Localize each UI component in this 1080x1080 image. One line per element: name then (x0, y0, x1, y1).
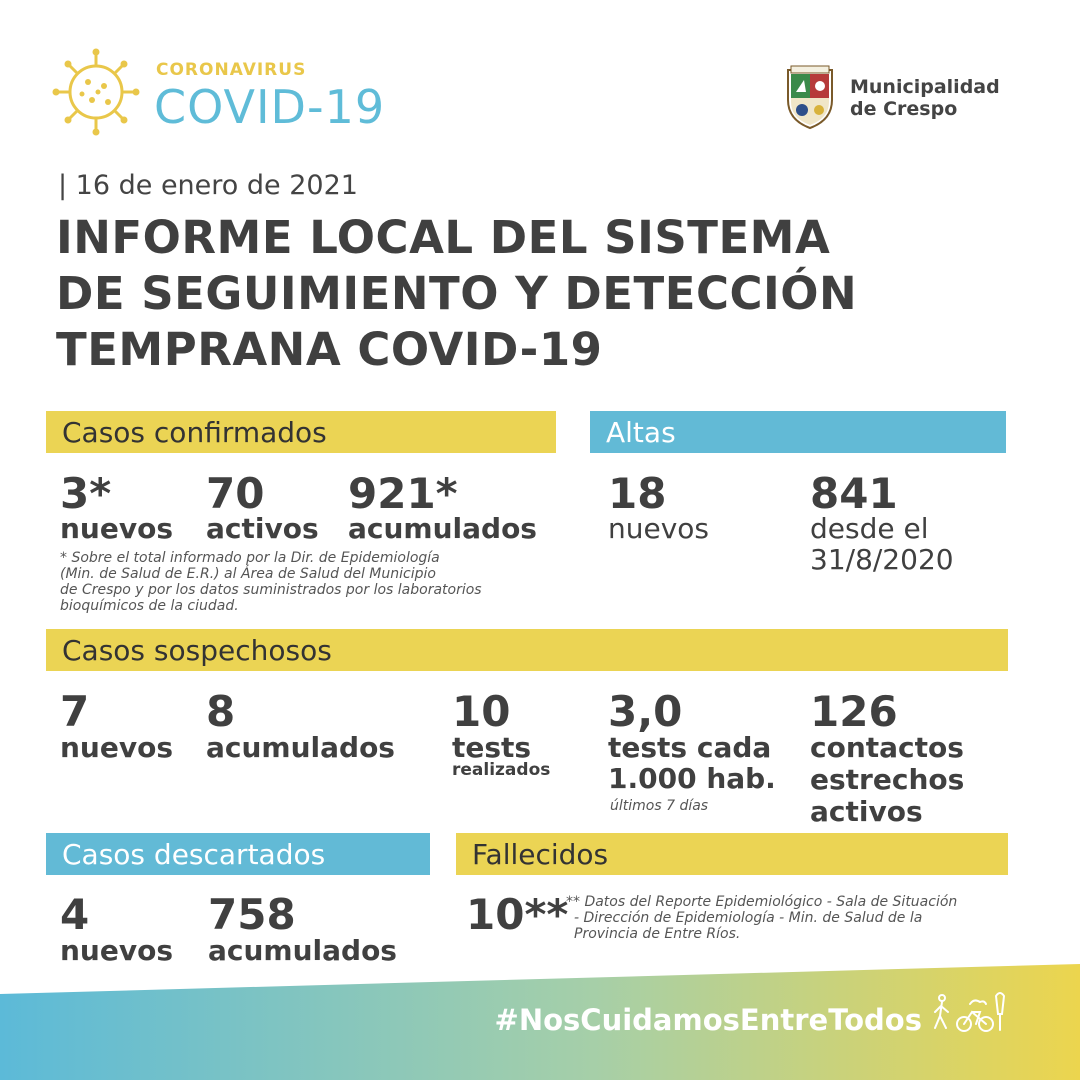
confirmados-note-line: bioquímicos de la ciudad. (60, 598, 239, 614)
confirmados-note-line: de Crespo y por los datos suministrados por los laboratorios (60, 582, 482, 598)
fallecidos-heading: Fallecidos (456, 833, 1008, 875)
fallecidos-note (566, 894, 957, 942)
sospechosos-nuevos-label: nuevos (60, 731, 174, 764)
tests-ratio-label-1: tests cada (608, 731, 772, 764)
descartados-acumulados-value: 758 (208, 890, 296, 939)
page-title (56, 210, 857, 378)
fallecidos-value: 10** (466, 890, 569, 939)
tests-ratio-sub: últimos 7 días (610, 798, 709, 814)
descartados-heading: Casos descartados (46, 833, 430, 875)
fallecidos-note-line: Provincia de Entre Ríos. (574, 926, 741, 942)
municipal-shield-logo (782, 62, 838, 132)
municipality-line1: Municipalidad (850, 76, 1000, 98)
confirmados-nuevos-value: 3* (60, 469, 112, 518)
contactos-value: 126 (810, 687, 898, 736)
altas-nuevos-value: 18 (608, 469, 667, 518)
sospechosos-acumulados-value: 8 (206, 687, 236, 736)
sospechosos-acumulados-label: acumulados (206, 731, 395, 764)
contactos-label-2: estrechos (810, 763, 965, 796)
descartados-nuevos-label: nuevos (60, 934, 174, 967)
title-line-3: TEMPRANA COVID-19 (56, 323, 603, 376)
tests-ratio-label-2: 1.000 hab. (608, 762, 776, 795)
descartados-acumulados-label: acumulados (208, 934, 397, 967)
confirmados-note-line: * Sobre el total informado por la Dir. de Epidemiología (60, 550, 440, 566)
tests-ratio-value: 3,0 (608, 687, 683, 736)
title-line-1: INFORME LOCAL DEL SISTEMA (56, 211, 831, 264)
confirmados-activos-label: activos (206, 512, 319, 545)
tests-label: tests (452, 731, 532, 764)
sospechosos-nuevos-value: 7 (60, 687, 90, 736)
altas-heading: Altas (590, 411, 1006, 453)
confirmados-activos-value: 70 (206, 469, 265, 518)
footer-hashtag: #NosCuidamosEntreTodos (494, 1003, 922, 1037)
coronavirus-label: CORONAVIRUS (156, 60, 307, 80)
altas-nuevos-label: nuevos (608, 512, 710, 545)
fallecidos-note-line: - Dirección de Epidemiología - Min. de Salud de la (574, 910, 923, 926)
municipality-name (850, 76, 1000, 120)
confirmados-note (60, 550, 482, 614)
confirmados-note-line: (Min. de Salud de E.R.) al Área de Salud del Municipio (60, 566, 436, 582)
title-line-2: DE SEGUIMIENTO Y DETECCIÓN (56, 267, 858, 320)
confirmados-heading: Casos confirmados (46, 411, 556, 453)
altas-total-label-1: desde el (810, 512, 929, 545)
contactos-label-3: activos (810, 795, 923, 828)
municipality-line2: de Crespo (850, 98, 958, 120)
confirmados-acumulados-label: acumulados (348, 512, 537, 545)
covid-label: COVID-19 (154, 80, 386, 134)
tests-value: 10 (452, 687, 511, 736)
altas-total-label-2: 31/8/2020 (810, 543, 954, 576)
confirmados-acumulados-value: 921* (348, 469, 458, 518)
contactos-label-1: contactos (810, 731, 964, 764)
fallecidos-note-line: ** Datos del Reporte Epidemiológico - Sala de Situación (566, 894, 958, 910)
altas-total-value: 841 (810, 469, 898, 518)
descartados-nuevos-value: 4 (60, 890, 90, 939)
sospechosos-heading: Casos sospechosos (46, 629, 1008, 671)
coronavirus-icon (52, 48, 140, 136)
report-date: | 16 de enero de 2021 (58, 170, 358, 201)
confirmados-nuevos-label: nuevos (60, 512, 174, 545)
walk-bike-icon (930, 988, 1010, 1038)
tests-sub-label: realizados (452, 760, 551, 780)
